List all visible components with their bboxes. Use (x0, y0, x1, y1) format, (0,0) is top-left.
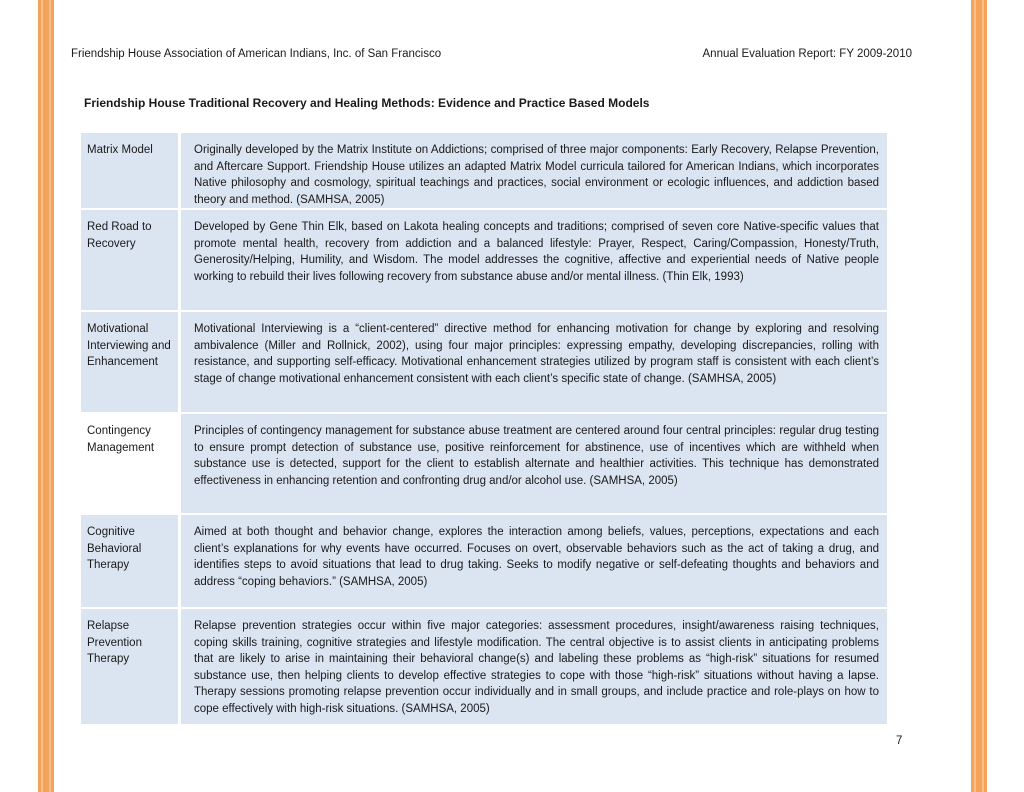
left-page-border (38, 0, 54, 792)
method-description: Developed by Gene Thin Elk, based on Lakota healing concepts and traditions; comprised of seven core Native-specific values that promote mental health, recovery from addiction and a balanced lifestyle: Prayer, Respect, Caring/Compassion, Honesty/Truth, Generosity/Helping, Humility, and Wisdom. The model addresses the cognitive, affective and experiential needs of Native people working to rebuild their lives following recovery from substance abuse and/or mental illness. (Thin Elk, 1993) (181, 210, 887, 310)
method-description: Aimed at both thought and behavior change, explores the interaction among beliefs, values, perceptions, expectations and each client’s explanations for why events have occurred. Focuses on overt, observable behaviors such as the act of taking a drug, and identifies steps to avoid situations that lead to drug taking. Seeks to modify negative or self-defeating thoughts and behaviors and address “coping behaviors.” (SAMHSA, 2005) (181, 515, 887, 607)
table-row (81, 515, 887, 609)
right-page-border (971, 0, 987, 792)
table-row (81, 133, 887, 210)
method-name: Contingency Management (81, 414, 181, 513)
table-row (81, 609, 887, 724)
method-name: Matrix Model (81, 133, 181, 208)
method-description: Principles of contingency management for substance abuse treatment are centered around four central principles: regular drug testing to ensure prompt detection of substance use, positive reinforcement for abstinence, use of incentives which are withheld when substance use is detected, support for the client to establish alternate and healthier activities. This technique has demonstrated effectiveness in enhancing retention and confronting drug and/or alcohol use. (SAMHSA, 2005) (181, 414, 887, 513)
method-description: Relapse prevention strategies occur within five major categories: assessment procedures, insight/awareness raising techniques, coping skills training, cognitive strategies and lifestyle modification. The central objective is to assist clients in anticipating problems that are likely to arise in maintaining their behavioral change(s) and labeling these problems as “high-risk” situations for resumed substance use, then helping clients to develop effective strategies to cope with those “high-risk” situations without having a lapse. Therapy sessions promoting relapse prevention occur individually and in small groups, and include practice and role-plays on how to cope effectively with high-risk situations. (SAMHSA, 2005) (181, 609, 887, 724)
method-name: Red Road to Recovery (81, 210, 181, 310)
table-row (81, 414, 887, 515)
header-report-title: Annual Evaluation Report: FY 2009-2010 (702, 48, 912, 60)
method-name: Motivational Interviewing and Enhancement (81, 312, 181, 412)
section-title: Friendship House Traditional Recovery and Healing Methods: Evidence and Practice Based Models (84, 96, 650, 110)
method-name: Cognitive Behavioral Therapy (81, 515, 181, 607)
table-row (81, 312, 887, 414)
method-name: Relapse Prevention Therapy (81, 609, 181, 724)
page-number: 7 (896, 735, 903, 747)
method-description: Motivational Interviewing is a “client-centered” directive method for enhancing motivation for change by exploring and resolving ambivalence (Miller and Rollnick, 2002), using four major principles: expressing empathy, developing discrepancies, rolling with resistance, and supporting self-efficacy. Motivational enhancement strategies utilized by program staff is consistent with each client’s stage of change motivational enhancement consistent with each client’s specific state of change. (SAMHSA, 2005) (181, 312, 887, 412)
table-row (81, 210, 887, 312)
page-header (71, 48, 912, 60)
header-organization: Friendship House Association of American Indians, Inc. of San Francisco (71, 48, 442, 60)
methods-table (81, 133, 887, 724)
method-description: Originally developed by the Matrix Institute on Addictions; comprised of three major components: Early Recovery, Relapse Prevention, and Aftercare Support. Friendship House utilizes an adapted Matrix Model curricula tailored for American Indians, which incorporates Native philosophy and cosmology, spiritual teachings and practices, social environment or ecologic influences, and addiction based theory and method. (SAMHSA, 2005) (181, 133, 887, 208)
